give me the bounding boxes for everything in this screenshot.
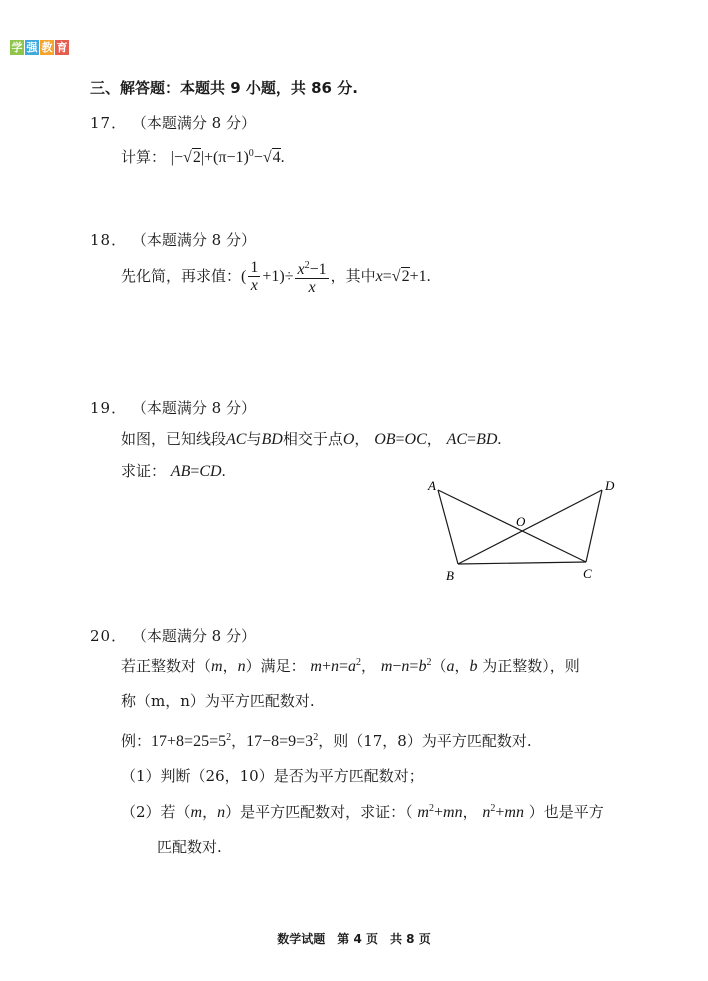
text: ， xyxy=(454,657,470,675)
text: 求证： xyxy=(121,462,167,480)
text: 与 xyxy=(246,430,262,448)
segment-bd xyxy=(458,490,602,564)
math: n xyxy=(237,658,246,675)
math: m xyxy=(190,804,203,821)
text: 为正整数），则 xyxy=(482,657,580,675)
text: （2）若（ xyxy=(121,803,191,821)
math: $m^2+mn$ xyxy=(417,803,463,821)
question-score: （本题满分 8 分） xyxy=(131,231,256,249)
text: ， xyxy=(231,732,247,750)
q17-prompt: 计算： xyxy=(121,148,167,166)
q20-heading xyxy=(90,625,256,646)
segment-ab xyxy=(438,490,458,564)
text: 如图，已知线段 xyxy=(121,430,227,448)
question-number: 18． xyxy=(90,231,128,249)
text: ，则（17，8）为平方匹配数对. xyxy=(318,732,532,750)
logo-char: 学 xyxy=(11,41,23,54)
q20-line2: 称（m，n）为平方匹配数对. xyxy=(121,692,315,710)
question-score: （本题满分 8 分） xyxy=(131,399,256,417)
question-score: （本题满分 8 分） xyxy=(131,627,256,645)
text: ， xyxy=(354,430,370,448)
label-c: C xyxy=(583,566,592,581)
q20-part2 xyxy=(121,801,604,822)
q18-where: ，其中 xyxy=(330,267,376,286)
label-o: O xyxy=(516,514,526,529)
question-score: （本题满分 8 分） xyxy=(131,114,256,132)
text: ， xyxy=(222,657,238,675)
question-number: 17． xyxy=(90,114,128,132)
page-footer: 数学试题 第 4 页 共 8 页 xyxy=(277,932,431,946)
text: ， xyxy=(426,430,442,448)
q20-example xyxy=(121,730,532,751)
q18-heading xyxy=(90,229,256,250)
text: （ xyxy=(431,657,447,675)
q17-heading xyxy=(90,112,256,133)
math: n xyxy=(217,804,226,821)
math: BD xyxy=(261,431,283,448)
question-number: 20． xyxy=(90,627,128,645)
math: $17-8=9=3^2$ xyxy=(246,732,319,750)
text: 相交于点 xyxy=(282,430,343,448)
math: b xyxy=(469,658,478,675)
text: 若正整数对（ xyxy=(121,657,212,675)
math: $17+8=25=5^2$ xyxy=(151,732,232,750)
logo-char: 教 xyxy=(41,41,53,54)
text: ， xyxy=(462,803,478,821)
label-b: B xyxy=(446,568,454,583)
label-a: A xyxy=(428,478,436,493)
geometry-figure xyxy=(420,474,630,586)
q20-part2-cont: 匹配数对. xyxy=(157,838,222,856)
math: $m-n=b^2$ xyxy=(380,657,432,675)
q18-body xyxy=(121,258,431,297)
q18-condition: x=√2+1. xyxy=(375,268,431,286)
question-number: 19． xyxy=(90,399,128,417)
segment-bc xyxy=(458,562,586,564)
q20-part1: （1）判断（26，10）是否为平方匹配数对； xyxy=(121,767,424,785)
q19-prove xyxy=(121,460,226,481)
math: a xyxy=(446,658,455,675)
q20-line1 xyxy=(121,655,580,676)
label-d: D xyxy=(605,478,615,493)
text: ）是平方匹配数对，求证：（ xyxy=(225,803,413,821)
q18-expression: ( $\frac{1}{x}$ +1)÷ $\frac{x^2-1}{x}$ xyxy=(241,259,327,296)
q19-heading xyxy=(90,397,256,418)
text: 例： xyxy=(121,732,152,750)
math: O xyxy=(342,431,355,448)
math: AB=CD. xyxy=(170,463,226,480)
math: OB=OC xyxy=(374,431,427,448)
segment-dc xyxy=(586,490,602,562)
logo-char: 强 xyxy=(26,41,38,54)
math: $n^2+mn$ xyxy=(482,803,524,821)
math: $m+n=a^2$ xyxy=(310,657,362,675)
math: AC=BD. xyxy=(446,431,502,448)
math: AC xyxy=(226,431,247,448)
text: ）满足： xyxy=(245,657,306,675)
q18-prompt: 先化简，再求值： xyxy=(121,267,242,286)
q17-expression: $|-√2|+(\pi-1)^0-√4$. xyxy=(170,148,285,166)
q19-line1 xyxy=(121,428,501,449)
segment-ac xyxy=(438,490,586,562)
logo-char: 育 xyxy=(56,41,68,54)
math: m xyxy=(211,658,223,675)
text: ）也是平方 xyxy=(528,803,604,821)
brand-logo xyxy=(10,40,69,55)
text: ， xyxy=(202,803,218,821)
section-header: 三、解答题：本题共 9 小题，共 86 分. xyxy=(90,79,358,97)
q17-body xyxy=(121,146,285,167)
text: ， xyxy=(361,657,377,675)
